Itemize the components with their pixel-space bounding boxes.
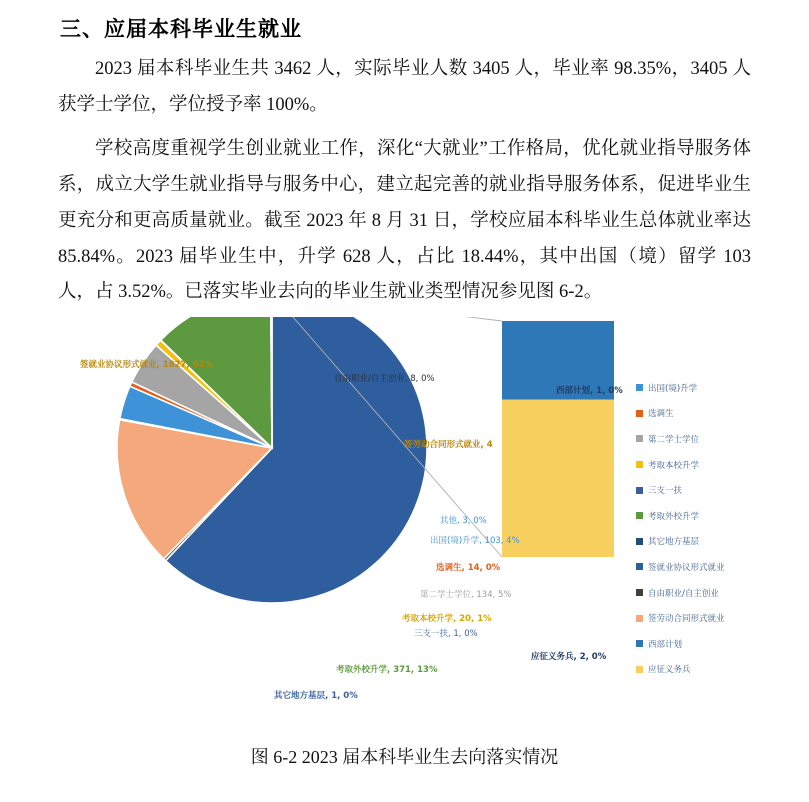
legend-label: 第二学士学位 (648, 434, 700, 445)
legend-label: 西部计划 (648, 639, 683, 650)
chart-data-label: 选调生, 14, 0% (436, 563, 501, 573)
legend-swatch-icon (636, 384, 643, 391)
chart-data-label: 应征义务兵, 2, 0% (531, 652, 607, 662)
chart-data-label: 其他, 3, 0% (440, 516, 487, 526)
legend-swatch-icon (636, 666, 643, 673)
legend-item[interactable] (636, 503, 806, 529)
bar-segment[interactable] (502, 400, 614, 557)
legend-swatch-icon (636, 435, 643, 442)
legend-swatch-icon (636, 538, 643, 545)
legend-label: 选调生 (648, 409, 674, 420)
chart-data-label: 三支一扶, 1, 0% (414, 629, 478, 639)
legend-item[interactable] (636, 401, 806, 427)
legend-item[interactable] (636, 426, 806, 452)
chart-data-label: 其它地方基层, 1, 0% (274, 691, 358, 701)
figure-caption: 图 6-2 2023 届本科毕业生去向落实情况 (250, 747, 559, 767)
legend-label: 应征义务兵 (648, 665, 691, 676)
document-page (0, 13, 809, 311)
legend-label: 其它地方基层 (648, 537, 700, 548)
legend-swatch-icon (636, 461, 643, 468)
legend-label: 出国(境)升学 (648, 383, 698, 394)
chart-legend (636, 375, 806, 682)
legend-item[interactable] (636, 477, 806, 503)
chart-data-label: 签劳动合同形式就业, 4 (404, 440, 493, 450)
legend-label: 考取本校升学 (648, 460, 700, 471)
legend-item[interactable] (636, 605, 806, 631)
legend-swatch-icon (636, 615, 643, 622)
pie-slice-grouped[interactable] (271, 317, 272, 448)
legend-swatch-icon (636, 487, 643, 494)
paragraph-graduation-stats: 2023 届本科毕业生共 3462 人，实际毕业人数 3405 人，毕业率 98.35%，3405 人获学士学位，学位授予率 100%。 (58, 59, 751, 115)
legend-label: 签劳动合同形式就业 (648, 614, 725, 625)
legend-item[interactable] (636, 452, 806, 478)
legend-item[interactable] (636, 375, 806, 401)
legend-item[interactable] (636, 657, 806, 683)
legend-item[interactable] (636, 631, 806, 657)
chart-data-label: 第二学士学位, 134, 5% (420, 590, 512, 600)
legend-item[interactable] (636, 554, 806, 580)
legend-swatch-icon (636, 589, 643, 596)
chart-data-label: 考取外校升学, 371, 13% (336, 665, 438, 675)
legend-label: 考取外校升学 (648, 511, 700, 522)
chart-data-label: 签就业协议形式就业, 1827, 62% (80, 360, 213, 370)
chart-data-label: 自由职业/自主创业, 8, 0% (334, 374, 435, 384)
paragraph-employment-services: 学校高度重视学生创业就业工作，深化“大就业”工作格局，优化就业指导服务体系，成立大学生就业指导与服务中心，建立起完善的就业指导服务体系，促进毕业生更充分和更高质量就业。截至 2023 年 8 月 31 日，学校应届本科毕业生总体就业率达 85.84%。2023 届毕业生中，升学 628 人，占比 18.44%，其中出国（境）留学 103 人，占 3.52%。已落实毕业去向的毕业生就业类型情况参见图 6-2。 (58, 139, 751, 303)
legend-swatch-icon (636, 563, 643, 570)
legend-item[interactable] (636, 580, 806, 606)
chart-data-label: 出国(境)升学, 103, 4% (430, 536, 520, 546)
legend-label: 自由职业/自主创业 (648, 588, 719, 599)
legend-item[interactable] (636, 529, 806, 555)
legend-label: 三支一扶 (648, 486, 683, 497)
chart-data-label: 西部计划, 1, 0% (556, 386, 623, 396)
chart-data-label: 考取本校升学, 20, 1% (402, 614, 492, 624)
legend-swatch-icon (636, 512, 643, 519)
legend-label: 签就业协议形式就业 (648, 562, 725, 573)
section-title: 三、应届本科毕业生就业 (60, 17, 302, 41)
legend-swatch-icon (636, 640, 643, 647)
legend-swatch-icon (636, 410, 643, 417)
